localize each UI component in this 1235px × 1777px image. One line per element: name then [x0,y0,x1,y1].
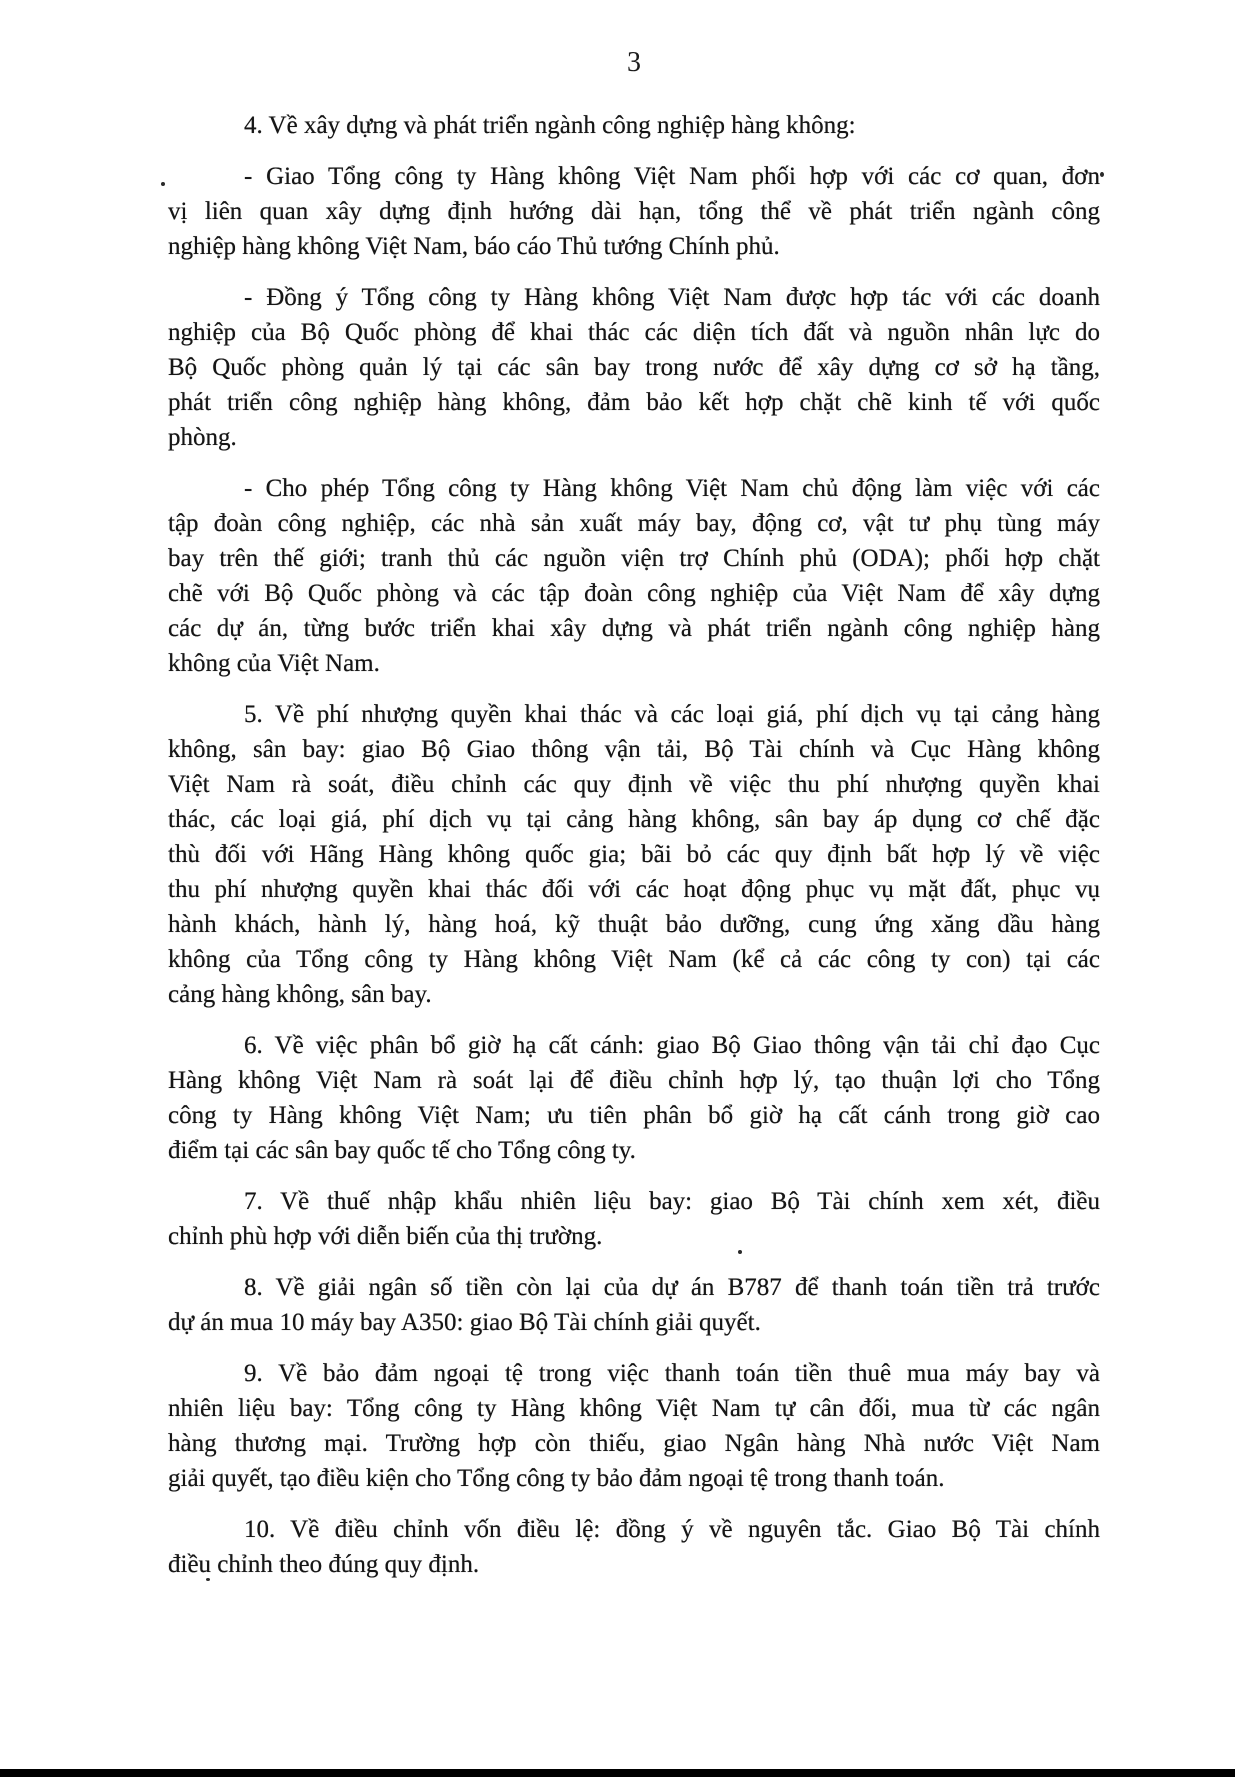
scan-speck [161,182,165,186]
paragraph-item-6 [168,1028,1100,1168]
paragraph-item-10 [168,1512,1100,1582]
scan-edge-bottom [0,1769,1235,1777]
text-line: công ty Hàng không Việt Nam; ưu tiên phân bổ giờ hạ cất cánh trong giờ cao [168,1102,1100,1129]
text-line: tập đoàn công nghiệp, các nhà sản xuất máy bay, động cơ, vật tư phụ tùng máy [168,510,1100,537]
paragraph-item-4-point-giao [168,159,1100,264]
scan-speck [1100,172,1104,177]
text-line: Hàng không Việt Nam rà soát lại để điều chỉnh hợp lý, tạo thuận lợi cho Tổng [168,1067,1100,1094]
text-line: 5. Về phí nhượng quyền khai thác và các loại giá, phí dịch vụ tại cảng hàng [244,701,1100,728]
text-line: điểm tại các sân bay quốc tế cho Tổng công ty. [168,1137,636,1164]
text-line: 6. Về việc phân bổ giờ hạ cất cánh: giao Bộ Giao thông vận tải chỉ đạo Cục [244,1032,1100,1059]
document-body [168,108,1100,1582]
page-number: 3 [627,47,641,78]
text-line: thác, các loại giá, phí dịch vụ tại cảng hàng không, sân bay áp dụng cơ chế đặc [168,806,1100,833]
text-line: hành khách, hành lý, hàng hoá, kỹ thuật bảo dưỡng, cung ứng xăng dầu hàng [168,911,1100,938]
text-line: nghiệp của Bộ Quốc phòng để khai thác các diện tích đất và nguồn nhân lực do [168,319,1100,346]
text-line: các dự án, từng bước triển khai xây dựng và phát triển ngành công nghiệp hàng [168,615,1100,642]
scan-speck [738,1250,742,1254]
text-line: Việt Nam rà soát, điều chỉnh các quy định về việc thu phí nhượng quyền khai [168,771,1100,798]
text-line: thu phí nhượng quyền khai thác đối với các hoạt động phục vụ mặt đất, phục vụ [168,876,1100,903]
text-line: điều chỉnh theo đúng quy định. [168,1551,480,1578]
text-line: 7. Về thuế nhập khẩu nhiên liệu bay: giao Bộ Tài chính xem xét, điều [244,1188,1100,1215]
text-line: - Cho phép Tổng công ty Hàng không Việt Nam chủ động làm việc với các [244,475,1100,502]
text-line: thù đối với Hãng Hàng không quốc gia; bãi bỏ các quy định bất hợp lý về việc [168,841,1100,868]
text-line: 4. Về xây dựng và phát triển ngành công nghiệp hàng không: [244,112,856,139]
paragraph-item-9 [168,1356,1100,1496]
text-line: 9. Về bảo đảm ngoại tệ trong việc thanh toán tiền thuê mua máy bay và [244,1360,1100,1387]
scan-speck [206,1578,210,1581]
text-line: hàng thương mại. Trường hợp còn thiếu, giao Ngân hàng Nhà nước Việt Nam [168,1430,1100,1457]
paragraph-item-4-point-dong-y [168,280,1100,455]
text-line: phòng. [168,424,237,451]
text-line: - Giao Tổng công ty Hàng không Việt Nam phối hợp với các cơ quan, đơn [244,163,1100,190]
text-line: giải quyết, tạo điều kiện cho Tổng công ty bảo đảm ngoại tệ trong thanh toán. [168,1465,945,1492]
text-line: vị liên quan xây dựng định hướng dài hạn, tổng thể về phát triển ngành công [168,198,1100,225]
text-line: không của Việt Nam. [168,650,380,677]
text-line: - Đồng ý Tổng công ty Hàng không Việt Nam được hợp tác với các doanh [244,284,1100,311]
paragraph-item-4-heading [168,108,1100,143]
paragraph-item-4-point-cho-phep [168,471,1100,681]
text-line: không, sân bay: giao Bộ Giao thông vận tải, Bộ Tài chính và Cục Hàng không [168,736,1100,763]
paragraph-item-5 [168,697,1100,1012]
paragraph-item-8 [168,1270,1100,1340]
text-line: nghiệp hàng không Việt Nam, báo cáo Thủ tướng Chính phủ. [168,233,780,260]
text-line: chỉnh phù hợp với diễn biến của thị trường. [168,1223,603,1250]
text-line: nhiên liệu bay: Tổng công ty Hàng không Việt Nam tự cân đối, mua từ các ngân [168,1395,1100,1422]
text-line: chẽ với Bộ Quốc phòng và các tập đoàn công nghiệp của Việt Nam để xây dựng [168,580,1100,607]
text-line: phát triển công nghiệp hàng không, đảm bảo kết hợp chặt chẽ kinh tế với quốc [168,389,1100,416]
text-line: Bộ Quốc phòng quản lý tại các sân bay trong nước để xây dựng cơ sở hạ tầng, [168,354,1100,381]
text-line: không của Tổng công ty Hàng không Việt Nam (kể cả các công ty con) tại các [168,946,1100,973]
text-line: cảng hàng không, sân bay. [168,981,432,1008]
text-line: 10. Về điều chỉnh vốn điều lệ: đồng ý về nguyên tắc. Giao Bộ Tài chính [244,1516,1100,1543]
text-line: 8. Về giải ngân số tiền còn lại của dự án B787 để thanh toán tiền trả trước [244,1274,1100,1301]
text-line: bay trên thế giới; tranh thủ các nguồn viện trợ Chính phủ (ODA); phối hợp chặt [168,545,1100,572]
paragraph-item-7 [168,1184,1100,1254]
text-line: dự án mua 10 máy bay A350: giao Bộ Tài chính giải quyết. [168,1309,761,1336]
